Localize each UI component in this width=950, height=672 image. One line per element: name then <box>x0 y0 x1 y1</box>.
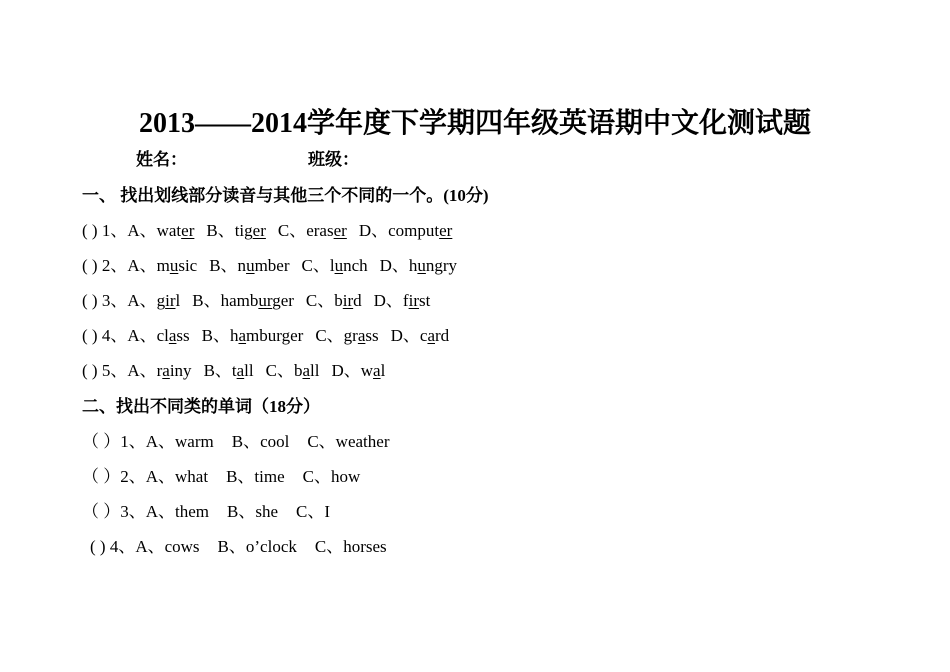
underlined-letters: er <box>439 221 453 240</box>
option-text: D、h <box>379 256 418 275</box>
section-1-heading: 一、 找出划线部分读音与其他三个不同的一个。(10分) <box>82 186 489 205</box>
option-text: d <box>353 291 362 310</box>
underlined-letters: er <box>252 221 266 240</box>
underlined-letters: a <box>373 361 381 380</box>
underlined-letters: u <box>334 256 344 275</box>
option-text: mburger <box>246 326 304 345</box>
option-text: A、g <box>127 291 166 310</box>
answer-option: A、them <box>145 502 210 521</box>
option-text: A、wat <box>127 221 182 240</box>
underlined-letters: ir <box>408 291 419 310</box>
answer-option <box>127 326 189 345</box>
answer-option: B、cool <box>231 432 290 451</box>
answer-option <box>266 361 320 380</box>
answer-option: C、weather <box>307 432 390 451</box>
option-text: ger <box>272 291 294 310</box>
question-number: （ ）3、 <box>82 502 146 521</box>
question-number: ( ) 3、 <box>82 291 128 310</box>
answer-option: B、she <box>227 502 279 521</box>
question-number: （ ）1、 <box>82 432 146 451</box>
underlined-letters: ir <box>342 291 354 310</box>
option-text: C、b <box>305 291 343 310</box>
answer-option <box>127 361 191 380</box>
answer-option: A、what <box>145 467 209 486</box>
question-number: ( ) 4、 <box>90 537 136 556</box>
answer-option: B、o’clock <box>217 537 297 556</box>
option-text: B、tig <box>206 221 253 240</box>
question-number: ( ) 2、 <box>82 256 128 275</box>
answer-option <box>359 221 453 240</box>
underlined-letters: er <box>333 221 347 240</box>
option-text: iny <box>169 361 192 380</box>
underlined-letters: a <box>168 326 177 345</box>
underlined-letters: a <box>427 326 435 345</box>
answer-option <box>127 291 180 310</box>
question-row <box>82 430 407 454</box>
answer-option <box>127 256 197 275</box>
option-text: D、f <box>373 291 409 310</box>
option-text: D、comput <box>358 221 440 240</box>
answer-option <box>391 326 450 345</box>
underlined-letters: a <box>357 326 366 345</box>
answer-option <box>204 361 254 380</box>
answer-option <box>331 361 385 380</box>
option-text: A、cl <box>127 326 169 345</box>
option-text: B、t <box>203 361 237 380</box>
answer-option <box>206 221 266 240</box>
option-text: A、m <box>127 256 170 275</box>
underlined-letters: a <box>302 361 311 380</box>
option-text: l <box>380 361 386 380</box>
underlined-letters: a <box>162 361 170 380</box>
answer-option: C、horses <box>314 537 387 556</box>
option-text: ss <box>365 326 379 345</box>
option-text: st <box>419 291 431 310</box>
page-title: 2013——2014学年度下学期四年级英语期中文化测试题 <box>138 108 811 139</box>
option-text: mber <box>254 256 290 275</box>
option-text: B、n <box>209 256 247 275</box>
answer-option: A、warm <box>145 432 214 451</box>
underlined-letters: ir <box>165 291 176 310</box>
question-row <box>82 219 452 243</box>
section-2-heading: 二、找出不同类的单词（18分） <box>82 397 320 416</box>
question-row <box>82 465 378 489</box>
underlined-letters: ur <box>258 291 273 310</box>
option-text: ll <box>244 361 254 380</box>
option-text: B、h <box>201 326 239 345</box>
underlined-letters: u <box>417 256 426 275</box>
option-text: rd <box>435 326 450 345</box>
question-number: ( ) 5、 <box>82 361 128 380</box>
underlined-letters: a <box>238 326 247 345</box>
answer-option <box>278 221 347 240</box>
answer-option: B、time <box>226 467 285 486</box>
underlined-letters: er <box>181 221 195 240</box>
question-row <box>82 324 449 348</box>
option-text: D、c <box>390 326 428 345</box>
answer-option <box>202 326 304 345</box>
underlined-letters: u <box>169 256 179 275</box>
option-text: sic <box>178 256 198 275</box>
option-text: A、r <box>127 361 163 380</box>
answer-option: C、how <box>302 467 361 486</box>
answer-option <box>192 291 294 310</box>
option-text: C、l <box>301 256 335 275</box>
answer-option <box>209 256 289 275</box>
option-text: ll <box>310 361 320 380</box>
question-number: ( ) 4、 <box>82 326 128 345</box>
answer-option <box>306 291 362 310</box>
question-row <box>90 535 405 559</box>
question-row <box>82 500 348 524</box>
answer-option: A、cows <box>135 537 200 556</box>
option-text: D、w <box>331 361 374 380</box>
answer-option <box>302 256 368 275</box>
question-number: ( ) 1、 <box>82 221 128 240</box>
underlined-letters: u <box>246 256 255 275</box>
option-text: ngry <box>425 256 458 275</box>
option-text: nch <box>343 256 368 275</box>
option-text: C、eras <box>277 221 334 240</box>
question-number: （ ）2、 <box>82 467 146 486</box>
option-text: B、hamb <box>192 291 259 310</box>
option-text: l <box>175 291 181 310</box>
class-label: 班级： <box>308 150 359 169</box>
option-text: C、gr <box>315 326 358 345</box>
option-text: C、b <box>265 361 303 380</box>
question-row <box>82 359 385 383</box>
question-row <box>82 254 457 278</box>
name-label: 姓名： <box>136 150 187 169</box>
question-row <box>82 289 430 313</box>
answer-option <box>127 221 194 240</box>
answer-option <box>380 256 457 275</box>
option-text: ss <box>176 326 190 345</box>
answer-option <box>315 326 378 345</box>
answer-option <box>374 291 431 310</box>
underlined-letters: a <box>236 361 245 380</box>
answer-option: C、I <box>296 502 331 521</box>
